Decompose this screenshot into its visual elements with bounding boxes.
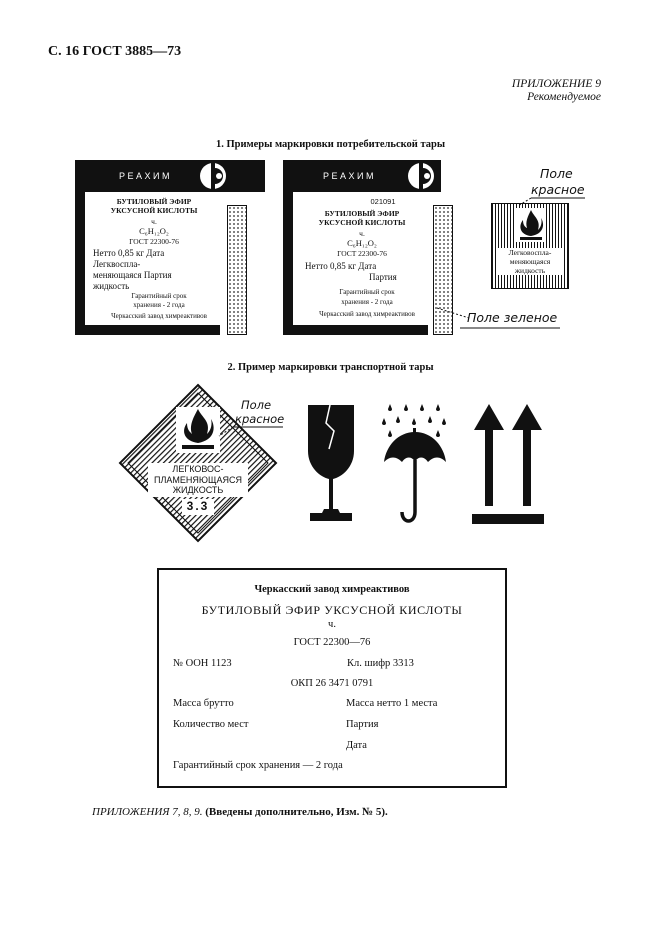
section2-title: 2. Пример маркировки транспортной тары bbox=[227, 362, 434, 373]
footer-note bbox=[92, 806, 388, 818]
hazard-diamond-line1: ЛЕГКОВОС- bbox=[172, 464, 224, 474]
footer-italic: ПРИЛОЖЕНИЯ 7, 8, 9. bbox=[92, 806, 203, 818]
transport-label-box bbox=[157, 568, 507, 788]
product-line1: БУТИЛОВЫЙ ЭФИР bbox=[324, 209, 400, 218]
transport-net: Масса нетто 1 места bbox=[346, 698, 438, 709]
reahim-logo-icon bbox=[199, 162, 227, 190]
grade: ч. bbox=[151, 217, 157, 226]
appendix-title: ПРИЛОЖЕНИЕ 9 bbox=[511, 78, 601, 90]
green-stripe-field bbox=[227, 205, 247, 335]
hazard-line1: Легквоспла- bbox=[93, 259, 141, 269]
net-date-line: Нетто 0,85 кг Дата bbox=[93, 248, 165, 258]
batch-label: Партия bbox=[369, 272, 397, 282]
keep-dry-umbrella-icon bbox=[380, 402, 450, 528]
transport-places: Количество мест bbox=[173, 719, 249, 730]
product-line1: БУТИЛОВЫЙ ЭФИР bbox=[116, 197, 192, 206]
consumer-label-1 bbox=[75, 160, 265, 335]
transport-gross: Масса брутто bbox=[173, 698, 234, 709]
product-line2: УКСУСНОЙ КИСЛОТЫ bbox=[110, 206, 198, 215]
transport-okp: ОКП 26 3471 0791 bbox=[290, 678, 374, 689]
appendix-subtitle: Рекомендуемое bbox=[527, 91, 601, 103]
red-field-pointer bbox=[515, 180, 595, 210]
hazard-small-line3: жидкость bbox=[514, 266, 546, 275]
label-left-bar bbox=[75, 160, 85, 335]
brand-name: РЕАХИМ bbox=[119, 171, 172, 181]
product-line2: УКСУСНОЙ КИСЛОТЫ bbox=[318, 218, 406, 227]
green-field-annotation: Поле зеленое bbox=[467, 310, 558, 325]
this-way-up-arrows-icon bbox=[470, 402, 546, 526]
hazard-line3: жидкость bbox=[93, 281, 130, 291]
warranty-line2: хранения - 2 года bbox=[341, 298, 393, 306]
maker: Черкасский завод химреактивов bbox=[111, 312, 207, 320]
warranty-line1: Гарантийный срок bbox=[131, 292, 187, 300]
warranty-line2: хранения - 2 года bbox=[133, 301, 185, 309]
formula: C₆H₁₂O₂ bbox=[347, 238, 377, 248]
label-bottom-bar bbox=[283, 325, 428, 335]
annotation-underline bbox=[460, 326, 560, 330]
label-left-bar bbox=[283, 160, 293, 335]
transport-cipher: Кл. шифр 3313 bbox=[347, 658, 414, 669]
transport-product: БУТИЛОВЫЙ ЭФИР УКСУСНОЙ КИСЛОТЫ bbox=[201, 603, 463, 617]
hazard-small-line2: меняющаяся bbox=[509, 257, 551, 266]
grade: ч. bbox=[359, 229, 365, 238]
diamond-red-pointer bbox=[215, 410, 285, 440]
transport-date: Дата bbox=[346, 740, 367, 751]
standard: ГОСТ 22300-76 bbox=[337, 249, 387, 258]
net-date-line: Нетто 0,85 кг Дата bbox=[305, 261, 377, 271]
hazard-small-text bbox=[496, 248, 564, 275]
fragile-glass-icon bbox=[306, 403, 356, 525]
hazard-class: 3.3 bbox=[186, 499, 210, 513]
flame-icon bbox=[516, 208, 546, 242]
hazard-small-line1: Легковоспла- bbox=[508, 248, 552, 257]
transport-warranty: Гарантийный срок хранения — 2 года bbox=[173, 760, 343, 771]
appendix-heading bbox=[512, 78, 601, 104]
page-header: С. 16 ГОСТ 3885—73 bbox=[48, 44, 182, 59]
section1-title: 1. Примеры маркировки потребительской тары bbox=[215, 139, 446, 150]
brand-name: РЕАХИМ bbox=[323, 171, 376, 181]
transport-standard: ГОСТ 22300—76 bbox=[293, 637, 371, 648]
diamond-red-annotation-line2: красное bbox=[235, 412, 285, 426]
diamond-red-annotation-line1: Поле bbox=[241, 398, 272, 412]
label-bottom-bar bbox=[75, 325, 220, 335]
red-field-annotation-line2: красное bbox=[531, 182, 585, 197]
warranty-line1: Гарантийный срок bbox=[339, 288, 395, 296]
reahim-logo-icon bbox=[407, 162, 435, 190]
hazard-diamond-text bbox=[138, 464, 258, 496]
hazard-line2: меняющаяся Партия bbox=[93, 270, 172, 280]
consumer-label-2 bbox=[283, 160, 458, 335]
hazard-diamond-line2: ПЛАМЕНЯЮЩАЯСЯ bbox=[154, 474, 242, 485]
standard: ГОСТ 22300-76 bbox=[129, 237, 179, 246]
transport-maker: Черкасский завод химреактивов bbox=[254, 584, 410, 595]
transport-grade: ч. bbox=[328, 619, 336, 630]
maker: Черкасский завод химреактивов bbox=[319, 310, 415, 318]
transport-un-number: № ООН 1123 bbox=[173, 658, 232, 669]
product-code: 021091 bbox=[370, 197, 396, 206]
hazard-diamond-line3: ЖИДКОСТЬ bbox=[172, 485, 224, 495]
red-field-annotation-line1: Поле bbox=[540, 166, 573, 181]
transport-batch: Партия bbox=[346, 719, 379, 730]
hazard-small-label bbox=[491, 203, 569, 289]
footer-bold: (Введены дополнительно, Изм. № 5). bbox=[205, 806, 388, 818]
formula: C₆H₁₂O₂ bbox=[139, 226, 169, 236]
